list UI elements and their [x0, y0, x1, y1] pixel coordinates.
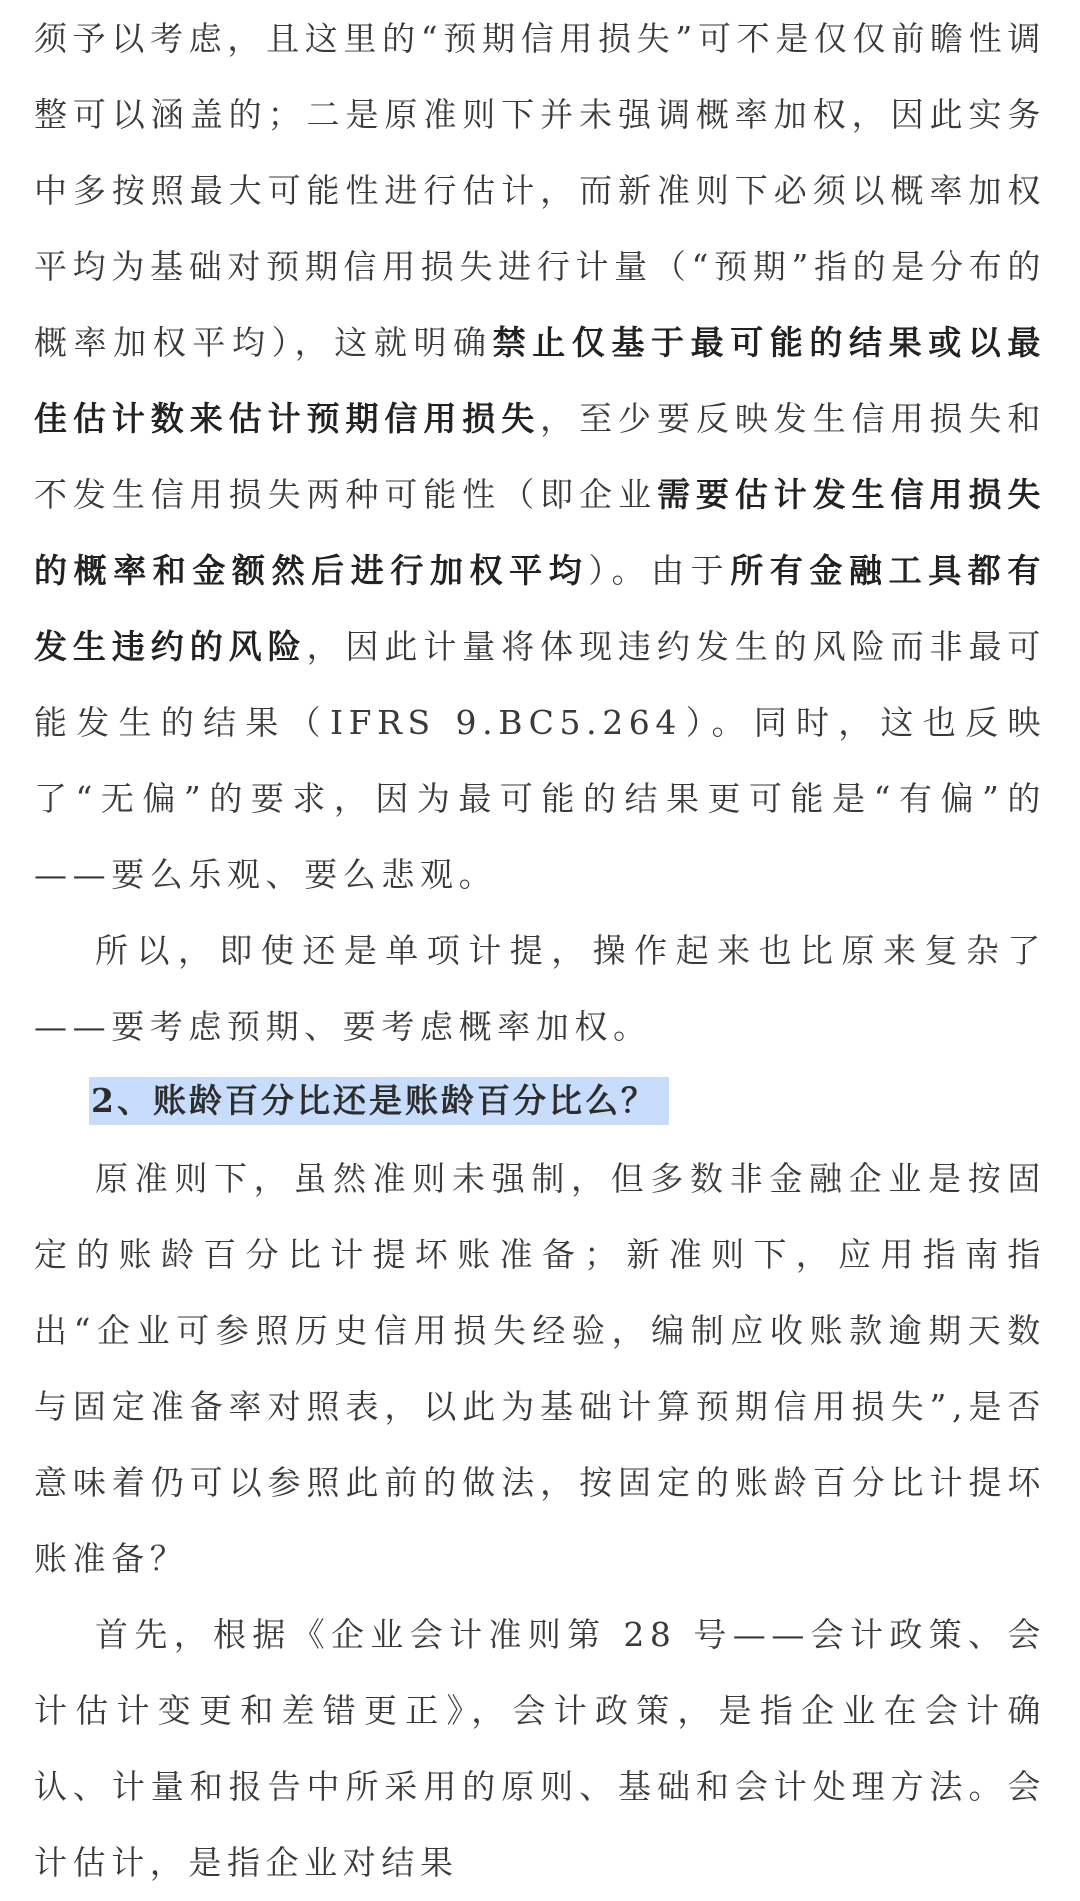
text-span: ）。由于	[588, 551, 731, 590]
text-span: ，因此计量将体现违约发生的风险而非最可能发生的结果（IFRS 9.BC5.264）。同时，这也反映了“无偏”的要求，因为最可能的结果更可能是“有偏”的——要么乐观、要么悲观。	[34, 627, 1047, 894]
article-body	[34, 0, 1046, 1901]
bold-text-span: 禁止仅基于最可能的结果或以最佳估计数来估计预期信用损失	[34, 323, 1046, 438]
paragraph-accounting-policy: 首先，根据《企业会计准则第 28 号——会计政策、会计估计变更和差错更正》，会计政策，是指企业在会计确认、计量和报告中所采用的原则、基础和会计处理方法。会计估计，是指企业对结果	[34, 1615, 1046, 1882]
paragraph-aging-percentage: 原准则下，虽然准则未强制，但多数非金融企业是按固定的账龄百分比计提坏账准备；新准则下，应用指南指出“企业可参照历史信用损失经验，编制应收账款逾期天数与固定准备率对照表，以此为基础计算预期信用损失”,是否意味着仍可以参照此前的做法，按固定的账龄百分比计提坏账准备？	[34, 1159, 1046, 1578]
section-heading: 2、账龄百分比还是账龄百分比么？	[89, 1077, 669, 1125]
paragraph-expected-credit-loss	[34, 1, 1046, 913]
paragraph-single-provision: 所以，即使还是单项计提，操作起来也比原来复杂了——要考虑预期、要考虑概率加权。	[34, 931, 1046, 1046]
bold-text-span: 所有金融工具都有发生违约的风险	[34, 551, 1046, 666]
bold-text-span: 需要估计发生信用损失的概率和金额然后进行加权平均	[34, 475, 1047, 590]
text-span: 须予以考虑，且这里的“预期信用损失”可不是仅仅前瞻性调整可以涵盖的；二是原准则下并未强调概率加权，因此实务中多按照最大可能性进行估计，而新准则下必须以概率加权平均为基础对预期信用损失进行计量（“预期”指的是分布的概率加权平均），这就明确	[34, 19, 1046, 362]
text-span: ，至少要反映发生信用损失和不发生信用损失两种可能性（即企业	[34, 399, 1046, 514]
section-heading-row	[34, 1065, 1046, 1141]
